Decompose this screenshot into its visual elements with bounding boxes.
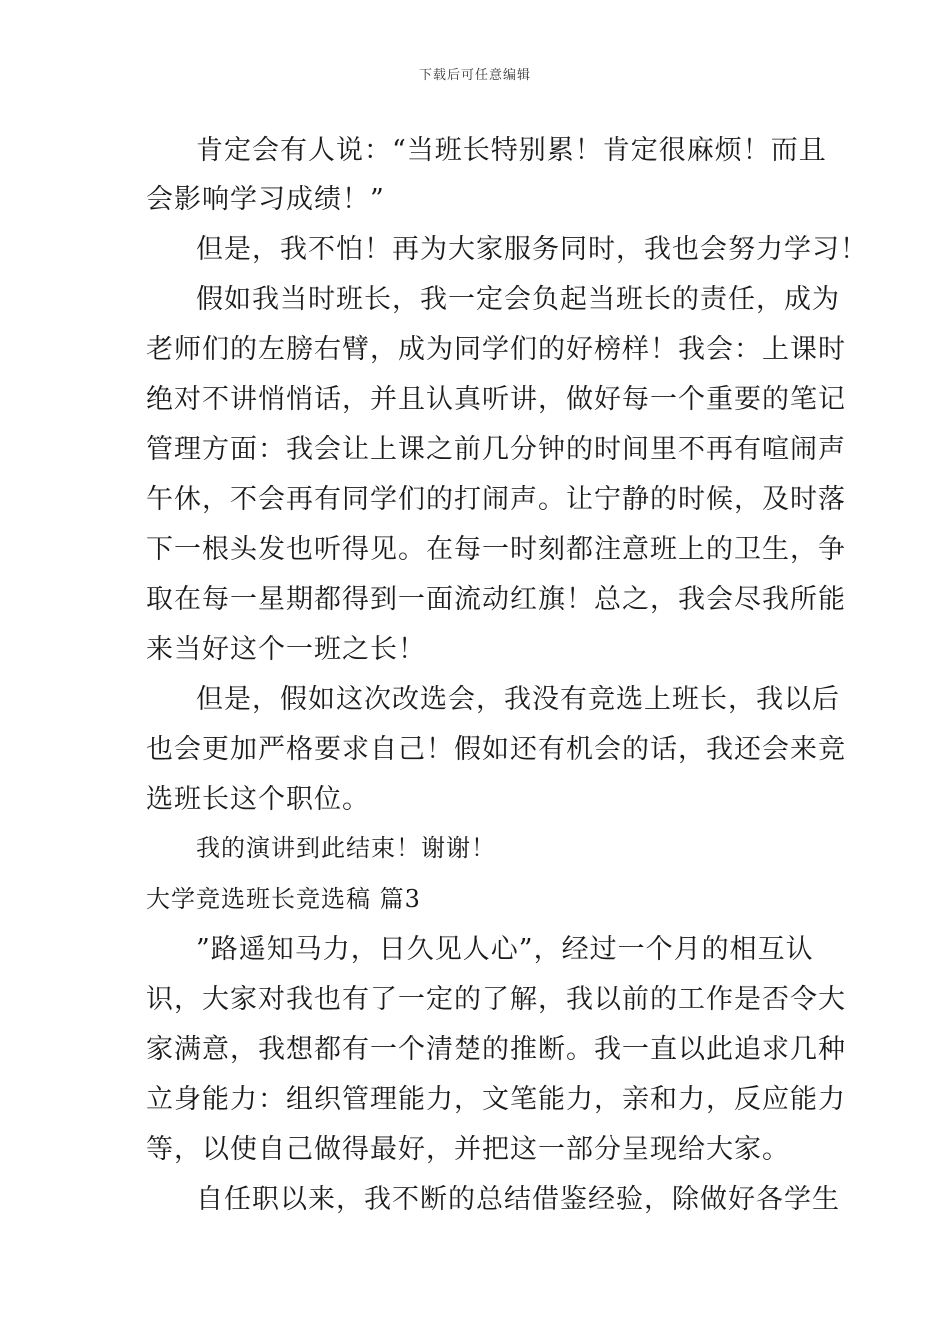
text-line: 绝对不讲悄悄话，并且认真听讲，做好每一个重要的笔记 (146, 384, 846, 415)
text-line: 肯定会有人说：“当班长特别累！肯定很麻烦！而且 (196, 135, 827, 166)
text-line: 识，大家对我也有了一定的了解，我以前的工作是否令大 (146, 984, 846, 1015)
text-line: 但是，我不怕！再为大家服务同时，我也会努力学习！ (196, 234, 868, 265)
section-heading: 大学竞选班长竞选稿 篇3 (146, 885, 421, 913)
text-line: ”路遥知马力，日久见人心”，经过一个月的相互认 (196, 934, 814, 965)
text-line: 取在每一星期都得到一面流动红旗！总之，我会尽我所能 (146, 584, 846, 615)
text-line: 立身能力：组织管理能力，文笔能力，亲和力，反应能力 (146, 1084, 846, 1115)
text-line: 老师们的左膀右臂，成为同学们的好榜样！我会：上课时 (146, 334, 846, 365)
text-line: 但是，假如这次改选会，我没有竞选上班长，我以后 (196, 684, 840, 715)
text-line: 会影响学习成绩！” (146, 184, 385, 215)
text-line: 下一根头发也听得见。在每一时刻都注意班上的卫生，争 (146, 534, 846, 565)
text-line: 家满意，我想都有一个清楚的推断。我一直以此追求几种 (146, 1034, 846, 1065)
text-line: 等，以使自己做得最好，并把这一部分呈现给大家。 (146, 1134, 790, 1165)
text-line: 假如我当时班长，我一定会负起当班长的责任，成为 (196, 284, 840, 315)
text-line: 我的演讲到此结束！谢谢！ (196, 834, 496, 862)
text-line: 来当好这个一班之长！ (146, 634, 426, 665)
text-line: 管理方面：我会让上课之前几分钟的时间里不再有喧闹声 (146, 434, 846, 465)
text-line: 午休，不会再有同学们的打闹声。让宁静的时候，及时落 (146, 484, 846, 515)
text-line: 也会更加严格要求自己！假如还有机会的话，我还会来竞 (146, 734, 846, 765)
text-line: 自任职以来，我不断的总结借鉴经验，除做好各学生 (196, 1184, 840, 1215)
page-header: 下载后可任意编辑 (418, 68, 531, 83)
text-line: 选班长这个职位。 (146, 784, 370, 815)
